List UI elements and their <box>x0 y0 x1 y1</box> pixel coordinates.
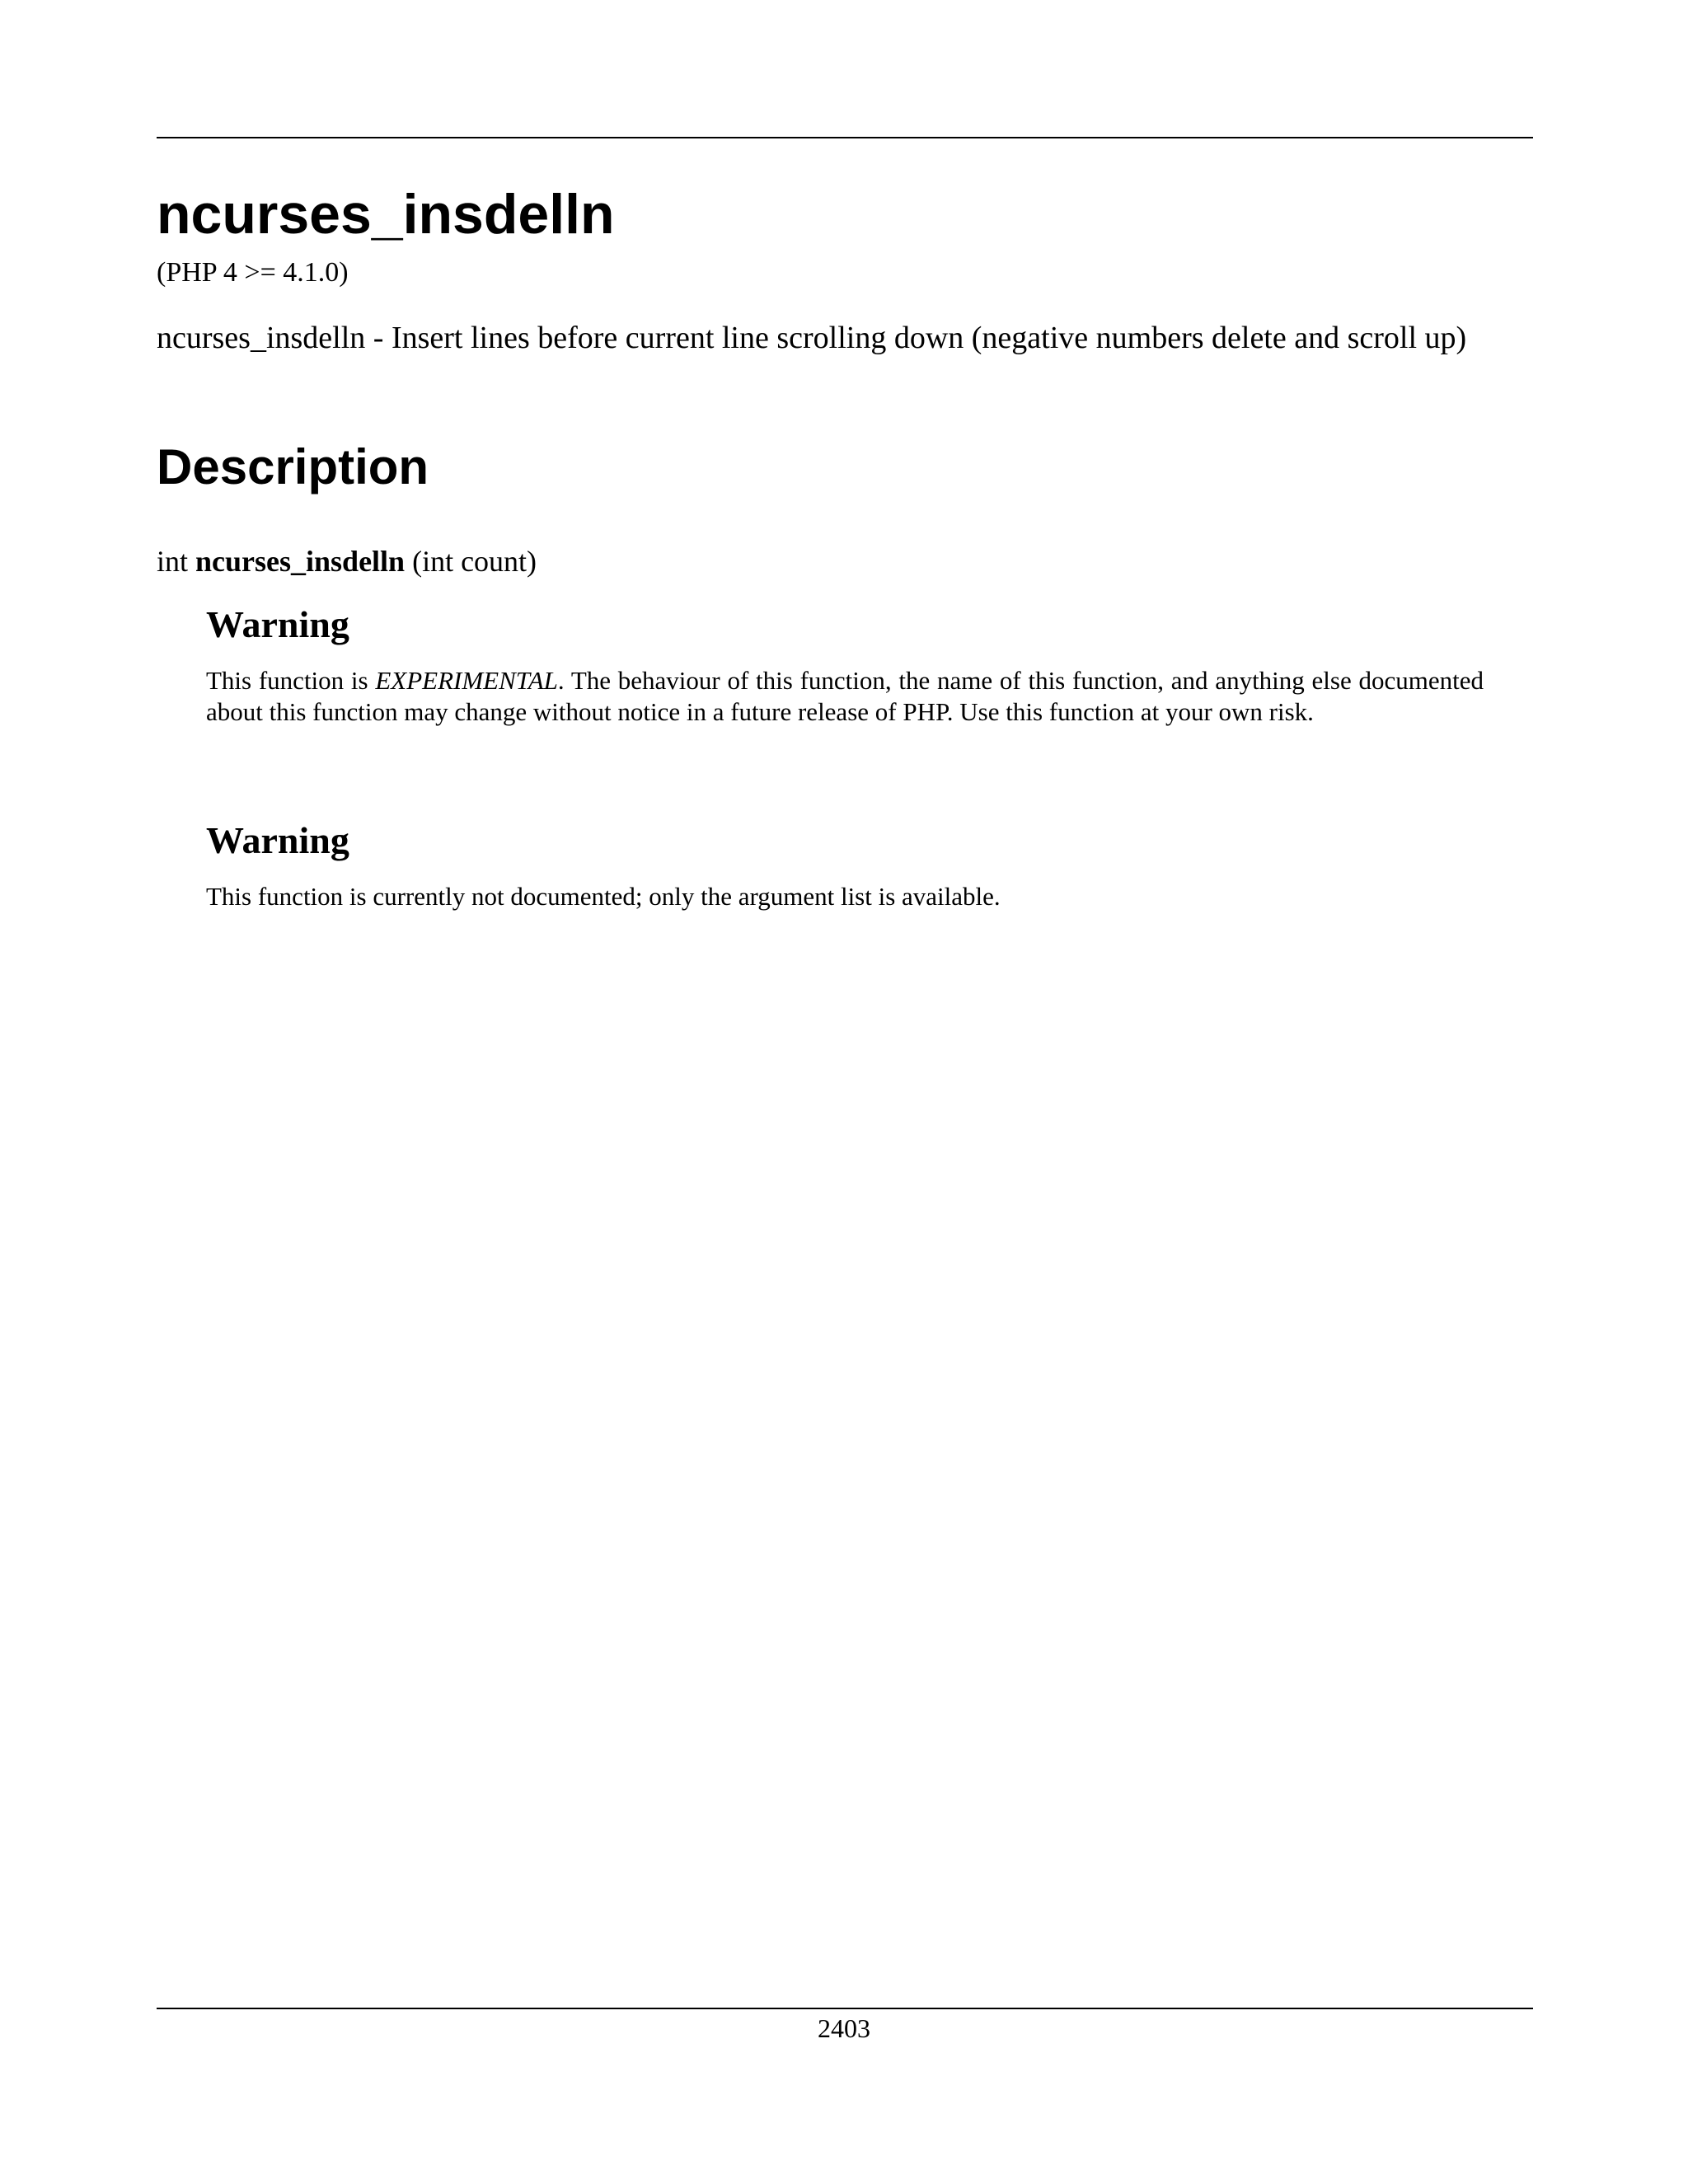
function-synopsis <box>157 544 537 579</box>
warning-text-before: This function is <box>206 666 376 696</box>
description-heading: Description <box>157 439 429 494</box>
experimental-warning <box>206 602 1484 728</box>
page-number: 2403 <box>818 2013 870 2043</box>
warning-emphasis: EXPERIMENTAL <box>375 666 558 696</box>
warning-text <box>206 665 1484 728</box>
return-type: int <box>157 545 189 578</box>
function-purpose: ncurses_insdelln - Insert lines before current line scrolling down (negative numbers delete and scroll up) <box>157 321 1467 355</box>
function-name: ncurses_insdelln <box>195 545 406 578</box>
warning-text: This function is currently not documented; only the argument list is available. <box>206 882 1001 912</box>
page-title: ncurses_insdelln <box>157 183 615 246</box>
warning-text-after: . The behaviour of this function, the name of this function, and anything else documented about this function may change without notice in a future release of PHP. Use this function at your own risk. <box>206 666 1484 726</box>
undocumented-warning <box>206 818 1484 912</box>
function-params: (int count) <box>412 545 537 578</box>
header-rule <box>157 137 1533 138</box>
warning-heading: Warning <box>206 819 349 861</box>
version-info: (PHP 4 >= 4.1.0) <box>157 257 349 288</box>
warning-heading: Warning <box>206 603 349 645</box>
footer-rule <box>157 2008 1533 2009</box>
